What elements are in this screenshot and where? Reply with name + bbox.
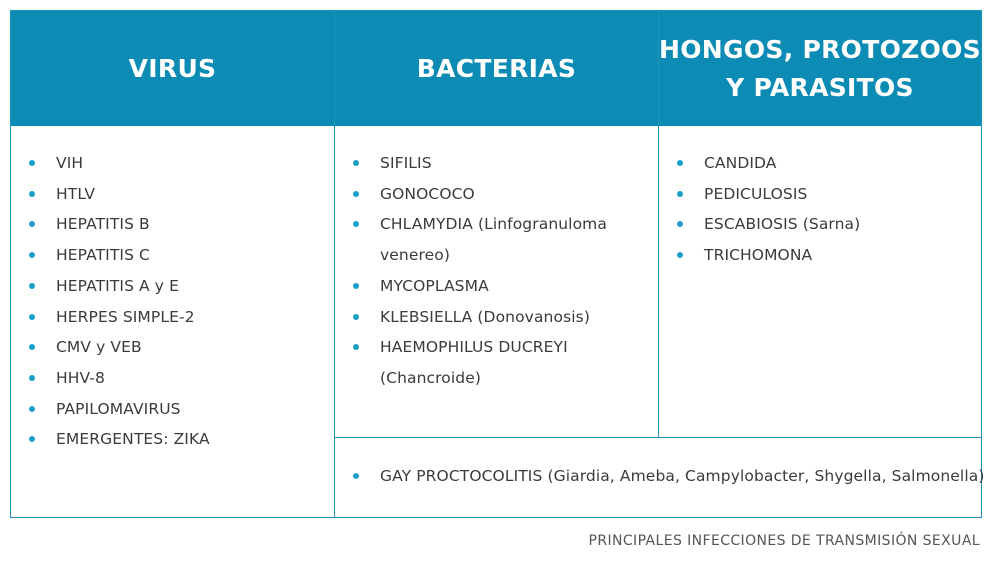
list-item: ESCABIOSIS (Sarna) [677,209,977,240]
bullet-icon [677,191,683,197]
hongos-list [677,148,977,271]
list-item: GONOCOCO [353,179,643,210]
bacterias-list [353,148,643,394]
bullet-icon [353,314,359,320]
column-divider-2 [658,11,659,438]
list-item: HTLV [29,179,329,210]
list-item: HEPATITIS A y E [29,271,329,302]
header-virus-label: VIRUS [128,53,217,83]
bullet-icon [29,344,35,350]
bullet-icon [677,252,683,258]
header-hongos-line1: HONGOS, PROTOZOOS [659,34,981,64]
list-item: PAPILOMAVIRUS [29,394,329,425]
header-bacterias [335,11,658,126]
header-hongos [659,11,981,126]
infections-table [10,10,985,518]
list-item: GAY PROCTOCOLITIS (Giardia, Ameba, Campylobacter, Shygella, Salmonella) [353,461,983,492]
bullet-icon [29,191,35,197]
list-item: CHLAMYDIA (Linfogranuloma venereo) [353,209,643,270]
row-divider [334,437,981,438]
list-item: CANDIDA [677,148,977,179]
bullet-icon [353,344,359,350]
header-virus [11,11,334,126]
list-item: SIFILIS [353,148,643,179]
bullet-icon [29,314,35,320]
list-item: VIH [29,148,329,179]
list-item: CMV y VEB [29,332,329,363]
bullet-icon [29,375,35,381]
header-hongos-line2: Y PARASITOS [726,72,914,102]
list-item: KLEBSIELLA (Donovanosis) [353,302,643,333]
list-item: EMERGENTES: ZIKA [29,424,329,455]
bullet-icon [353,191,359,197]
list-item: TRICHOMONA [677,240,977,271]
virus-list [29,148,329,455]
bullet-icon [29,160,35,166]
bullet-icon [29,221,35,227]
column-divider-1 [334,11,335,517]
list-item: HEPATITIS C [29,240,329,271]
bullet-icon [29,252,35,258]
list-item: HERPES SIMPLE-2 [29,302,329,333]
list-item: HEPATITIS B [29,209,329,240]
bullet-icon [29,283,35,289]
bullet-icon [29,436,35,442]
shared-row-list [353,461,983,492]
bullet-icon [353,221,359,227]
list-item: MYCOPLASMA [353,271,643,302]
header-bacterias-label: BACTERIAS [416,53,577,83]
bullet-icon [353,283,359,289]
table-caption: PRINCIPALES INFECCIONES DE TRANSMISIÓN SEXUAL [588,533,980,549]
list-item: HAEMOPHILUS DUCREYI (Chancroide) [353,332,643,393]
bullet-icon [677,221,683,227]
bullet-icon [677,160,683,166]
bullet-icon [353,160,359,166]
bullet-icon [353,473,359,479]
bullet-icon [29,406,35,412]
list-item: HHV-8 [29,363,329,394]
list-item: PEDICULOSIS [677,179,977,210]
